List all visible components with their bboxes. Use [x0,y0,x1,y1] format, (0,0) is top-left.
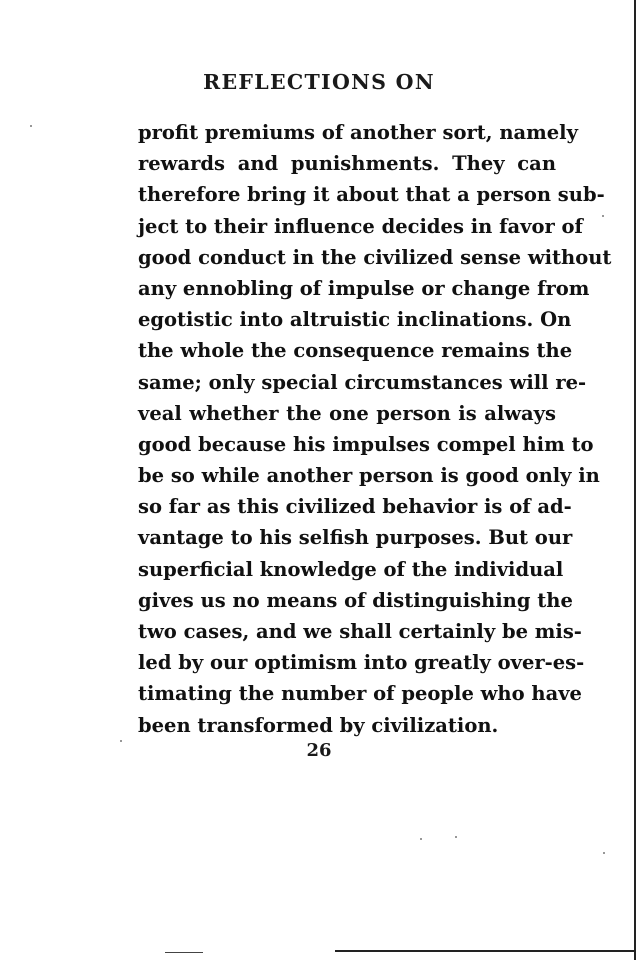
text-line: egotistic into altruistic inclinations. On [138,308,572,332]
text-line: good because his impulses compel him to [138,432,594,456]
scan-mark [335,950,635,952]
scan-speck [120,740,122,742]
scan-speck [602,215,604,217]
text-line: timating the number of people who have [138,682,582,706]
body-text [138,117,612,741]
scan-speck [455,836,457,838]
text-line: veal whether the one person is always [138,401,556,425]
text-line: therefore bring it about that a person sub- [138,183,605,207]
text-line: same; only special circumstances will re- [138,370,587,394]
text-line: vantage to his selfish purposes. But our [138,526,573,550]
text-line: profit premiums of another sort, namely [138,121,578,144]
text-line: the whole the consequence remains the [138,339,573,363]
text-line: two cases, and we shall certainly be mis- [138,620,582,643]
text-line: been transformed by civilization. [138,713,499,737]
text-line: rewards and punishments. They can [138,152,556,176]
text-line: led by our optimism into greatly over-es- [138,651,585,675]
text-line: be so while another person is good only in [138,464,600,488]
page-edge-shadow [634,0,636,960]
text-line: so far as this civilized behavior is of ad- [138,495,572,519]
scan-mark [165,952,203,953]
text-line: ject to their influence decides in favor of [138,214,583,238]
text-line: good conduct in the civilized sense without [138,245,612,269]
running-head: REFLECTIONS ON [203,70,435,94]
text-line: superficial knowledge of the individual [138,557,564,581]
text-line: any ennobling of impulse or change from [138,276,590,300]
scan-speck [30,125,32,127]
scan-speck [420,838,422,840]
scan-speck [603,852,605,854]
text-line: gives us no means of distinguishing the [138,588,573,612]
page-number: 26 [306,740,332,761]
